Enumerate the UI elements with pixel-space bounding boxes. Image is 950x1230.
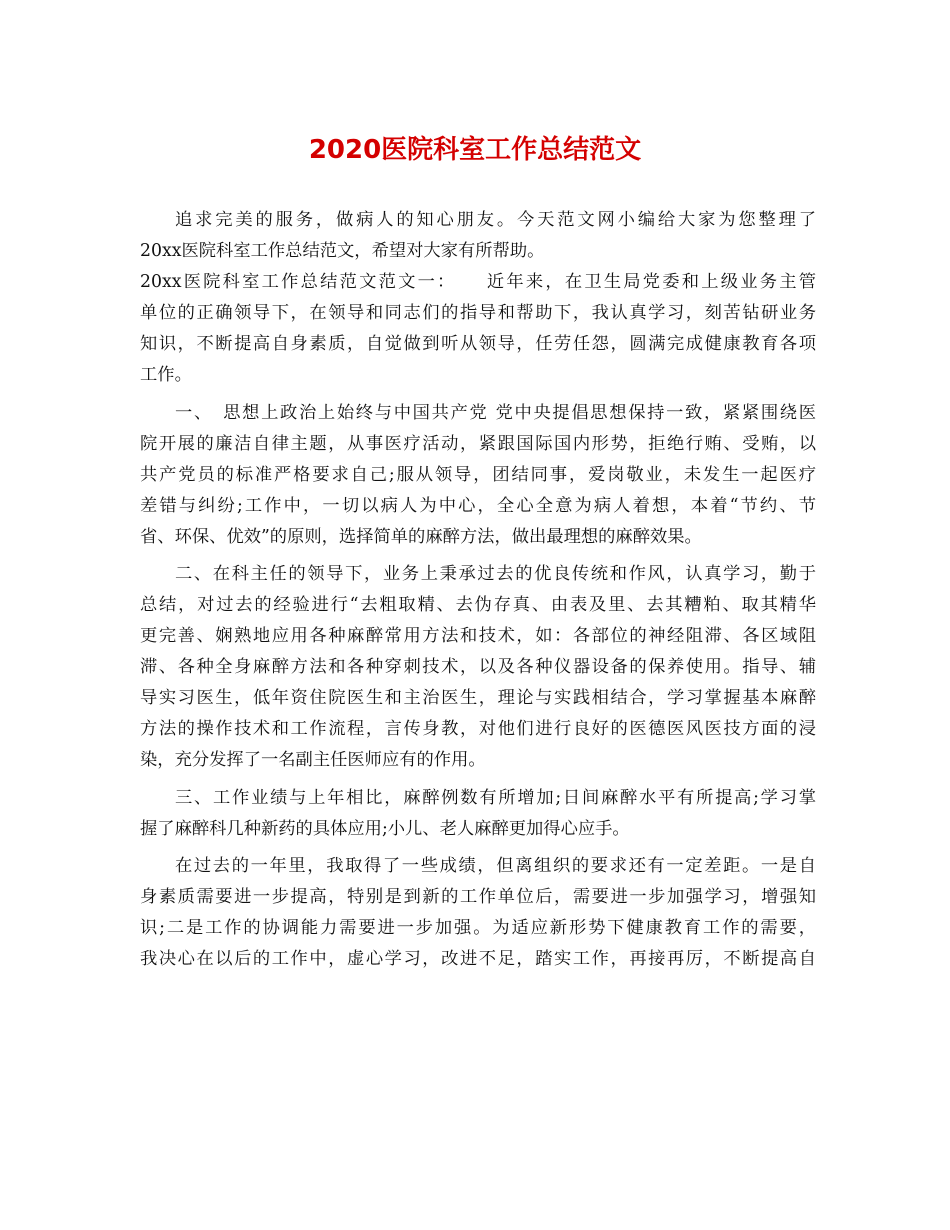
text-line: 握了麻醉科几种新药的具体应用;小儿、老人麻醉更加得心应手。 (140, 818, 630, 839)
text-line: 单位的正确领导下，在领导和同志们的指导和帮助下，我认真学习，刻苦钻研业务 (140, 303, 816, 323)
text-line: 识;二是工作的协调能力需要进一步加强。为适应新形势下健康教育工作的需要， (140, 918, 816, 938)
text-line: 知识，不断提高自身素质，自觉做到听从领导，任劳任怨，圆满完成健康教育各项 (140, 334, 816, 354)
text-line: 身素质需要进一步提高，特别是到新的工作单位后，需要进一步加强学习，增强知 (140, 887, 816, 907)
text-line: 20xx医院科室工作总结范文，希望对大家有所帮助。 (140, 241, 545, 261)
text-line: 在过去的一年里，我取得了一些成绩，但离组织的要求还有一定差距。一是自 (175, 856, 816, 876)
text-line: 工作。 (140, 365, 192, 385)
text-line: 方法的操作技术和工作流程，言传身教，对他们进行良好的医德医风医技方面的浸 (140, 719, 816, 739)
text-line: 滞、各种全身麻醉方法和各种穿刺技术，以及各种仪器设备的保养使用。指导、辅 (140, 657, 816, 677)
text-line: 共产党员的标准严格要求自己;服从领导，团结同事，爱岗敬业，未发生一起医疗 (140, 464, 816, 485)
text-line: 染，充分发挥了一名副主任医师应有的作用。 (140, 750, 486, 770)
document-body (140, 205, 816, 975)
text-line: 一、 思想上政治上始终与中国共产党 党中央提倡思想保持一致，紧紧围绕医 (175, 402, 816, 423)
text-line: 三、工作业绩与上年相比，麻醉例数有所增加;日间麻醉水平有所提高;学习掌 (175, 787, 816, 808)
text-line: 省、环保、优效”的原则，选择简单的麻醉方法，做出最理想的麻醉效果。 (140, 526, 702, 547)
text-line: 总结，对过去的经验进行“去粗取精、去伪存真、由表及里、去其糟粕、取其精华 (140, 595, 816, 615)
text-line: 我决心在以后的工作中，虚心学习，改进不足，踏实工作，再接再厉，不断提高自 (140, 949, 816, 969)
text-line: 更完善、娴熟地应用各种麻醉常用方法和技术，如：各部位的神经阻滞、各区域阻 (140, 626, 816, 646)
text-line: 院开展的廉洁自律主题，从事医疗活动，紧跟国际国内形势，拒绝行贿、受贿，以 (140, 433, 816, 454)
document-title: 2020医院科室工作总结范文 (308, 135, 642, 165)
text-line: 二、在科主任的领导下，业务上秉承过去的优良传统和作风，认真学习，勤于 (175, 564, 816, 584)
text-line: 差错与纠纷;工作中，一切以病人为中心，全心全意为病人着想，本着“节约、节 (140, 495, 816, 516)
text-line: 20xx医院科室工作总结范文范文一： 近年来，在卫生局党委和上级业务主管 (140, 272, 816, 292)
text-line: 追求完美的服务，做病人的知心朋友。今天范文网小编给大家为您整理了 (175, 210, 816, 230)
text-line: 导实习医生，低年资住院医生和主治医生，理论与实践相结合，学习掌握基本麻醉 (140, 688, 816, 708)
